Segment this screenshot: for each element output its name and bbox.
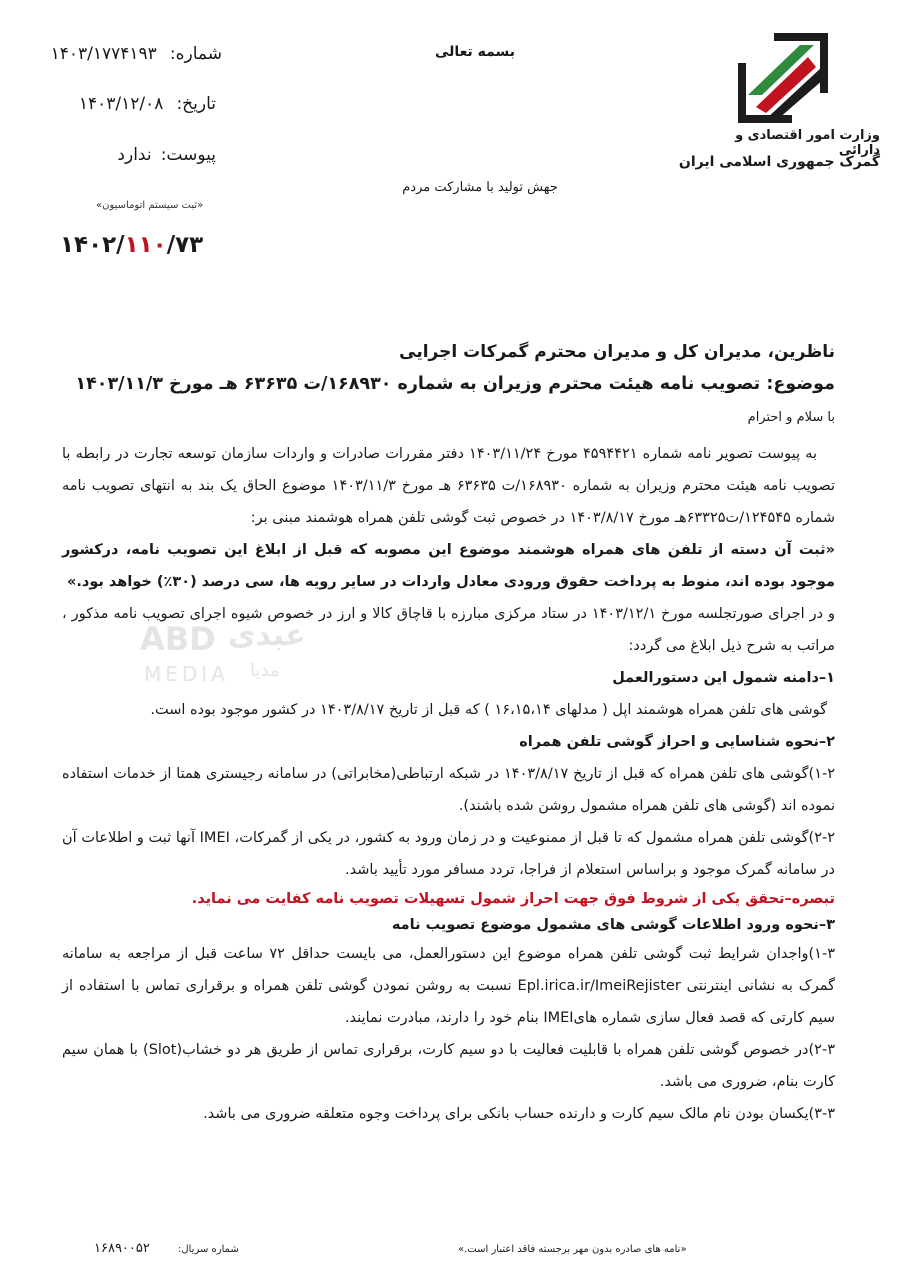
watermark [140, 618, 312, 698]
watermark-latin-top: ABD [140, 620, 216, 658]
watermark-persian-top: عبدی [228, 618, 306, 653]
reference-number [60, 232, 203, 258]
watermark-latin-bottom: MEDIA [144, 662, 229, 686]
reference-number-middle: ۱۱۰ [124, 232, 167, 258]
section-3-title: ۳–نحوه ورود اطلاعات گوشی های مشمول موضوع تصویب نامه [391, 917, 835, 933]
section-2-1: ۱-۲)گوشی های تلفن همراه که قبل از تاریخ ۱۴۰۳/۸/۱۷ در شبکه ارتباطی(مخابراتی) در سامانه رجیستری همتا از خدمات استفاده نموده اند (گوشی های تلفن همراه مشمول روشن شده باشند). [62, 766, 835, 814]
serial-label: شماره سریال: [178, 1244, 239, 1255]
footer-note: «نامه های صادره بدون مهر برجسته فاقد اعتبار است.» [458, 1244, 687, 1255]
automation-note: «ثبت سیستم اتوماسیون» [96, 200, 204, 211]
addressee: ناظرین، مدیران کل و مدیران محترم گمرکات اجرایی [399, 342, 835, 362]
section-3-1: ۱-۳)واجدان شرایط ثبت گوشی تلفن همراه موضوع این دستورالعمل، می بایست حداقل ۷۲ ساعت قبل از مراجعه به سامانه گمرک به نشانی اینترنتی Epl.irica.ir/ImeiRejister نسبت به روشن نمودن گوشی تلفن همراه و برقراری تماس با استفاده از سیم کارتی که قصد فعال سازی شماره هایIMEI بنام خود را دارند، مبادرت نمایند. [62, 946, 835, 1026]
org-customs: گمرک جمهوری اسلامی ایران [678, 154, 880, 170]
org-ministry: وزارت امور اقتصادی و دارائی [735, 128, 880, 158]
subject: موضوع: تصویب نامه هیئت محترم وزیران به شماره ۱۶۸۹۳۰/ت ۶۳۶۳۵ هـ مورخ ۱۴۰۳/۱۱/۳ [75, 374, 835, 394]
section-1-text: گوشی های تلفن همراه هوشمند اپل ( مدلهای ۱۶،۱۵،۱۴ ) که قبل از تاریخ ۱۴۰۳/۸/۱۷ در کشور موجود بوده است. [150, 702, 827, 718]
attachment-label: پیوست: [160, 145, 216, 165]
letter-number-label: شماره: [169, 44, 222, 64]
section-2-2: ۲-۲)گوشی تلفن همراه مشمول که تا قبل از ممنوعیت و در زمان ورود به کشور، در یکی از گمرکات، IMEI آنها ثبت و اطلاعات آن در سامانه گمرک موجود و براساس استعلام از فراجا، تردد مسافر مورد تأیید باشد. [62, 830, 836, 878]
section-2-note: تبصره–تحقق یکی از شروط فوق جهت احراز شمول تسهیلات تصویب نامه کفایت می نماید. [191, 891, 835, 907]
letter-number-row [32, 44, 222, 64]
greeting: با سلام و احترام [747, 410, 835, 425]
reference-number-left: ۱۴۰۲/ [60, 232, 125, 258]
reference-number-right: /۷۳ [166, 232, 204, 258]
serial-value: ۱۶۸۹۰۰۵۲ [94, 1241, 150, 1256]
followup-paragraph: و در اجرای صورتجلسه مورخ ۱۴۰۳/۱۲/۱ در ستاد مرکزی مبارزه با قاچاق کالا و ارز در خصوص شیوه اجرای تصویب نامه مذکور ، مراتب به شرح ذیل ابلاغ می گردد: [62, 606, 836, 654]
section-3-2: ۲-۳)در خصوص گوشی تلفن همراه با قابلیت فعالیت با دو سیم کارت، برقراری تماس از طریق هر دو خشاب(Slot) با همان سیم کارت بنام، ضروری می باشد. [62, 1042, 835, 1090]
section-1-title: ۱–دامنه شمول این دستورالعمل [612, 670, 835, 686]
letter-date-row [56, 94, 216, 114]
section-2-title: ۲–نحوه شناسایی و احراز گوشی تلفن همراه [519, 734, 835, 750]
letter-date-label: تاریخ: [176, 94, 216, 114]
letter-number-value: ۱۴۰۳/۱۷۷۴۱۹۳ [50, 44, 157, 64]
attachment-value: ندارد [117, 145, 152, 165]
slogan: جهش تولید با مشارکت مردم [402, 180, 558, 195]
letter-body [62, 438, 835, 1130]
intro-paragraph: به پیوست تصویر نامه شماره ۴۵۹۴۴۲۱ مورخ ۱۴۰۳/۱۱/۲۴ دفتر مقررات صادرات و واردات سازمان توسعه تجارت در رابطه با تصویب نامه هیئت محترم وزیران به شماره ۱۶۸۹۳۰/ت ۶۳۶۳۵ هـ مورخ ۱۴۰۳/۱۱/۳ موضوع الحاق یک بند به انتهای تصویب نامه شماره ۱۲۴۵۴۵/ت۶۳۳۲۵هـ مورخ ۱۴۰۳/۸/۱۷ در خصوص ثبت گوشی تلفن همراه هوشمند مبنی بر: [62, 446, 836, 526]
watermark-persian-bottom: مدیا [250, 660, 280, 681]
letter-date-value: ۱۴۰۳/۱۲/۰۸ [78, 94, 164, 114]
section-3-3: ۳-۳)یکسان بودن نام مالک سیم کارت و دارنده حساب بانکی برای پرداخت وجوه متعلقه ضروری می باشد. [203, 1106, 835, 1122]
basmala: بسمه تعالی [434, 44, 516, 60]
customs-logo-icon [738, 33, 828, 123]
letter-attachment-row [96, 145, 216, 165]
quote-paragraph: «ثبت آن دسته از تلفن های همراه هوشمند موضوع این مصوبه که قبل از ابلاغ این تصویب نامه، درکشور موجود بوده اند، منوط به پرداخت حقوق ورودی معادل واردات در سایر رویه ها، سی درصد (۳۰٪) خواهد بود.» [62, 542, 835, 590]
